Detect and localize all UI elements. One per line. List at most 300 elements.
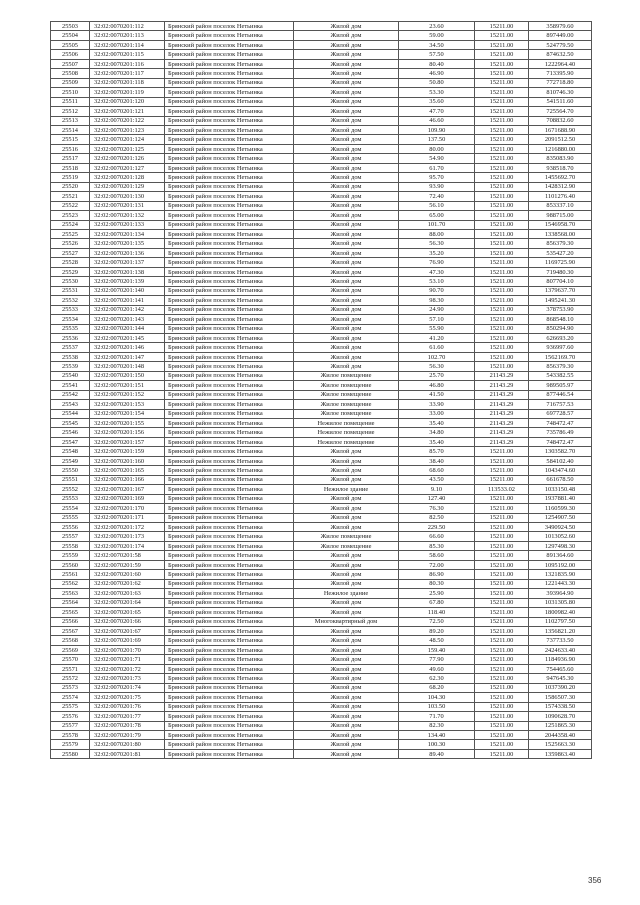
area-cell: 43.50 xyxy=(399,475,475,484)
cadastral-number-cell: 32:02:0070201:151 xyxy=(90,381,165,390)
table-row xyxy=(51,173,592,182)
cadastral-number-cell: 32:02:0070201:141 xyxy=(90,296,165,305)
row-number-cell: 25570 xyxy=(51,655,90,664)
specific-value-cell: 15211.00 xyxy=(475,456,529,465)
area-cell: 53.30 xyxy=(399,88,475,97)
address-cell: Брянский район поселок Нетьинка xyxy=(165,655,294,664)
object-type-cell: Жилой дом xyxy=(294,475,399,484)
cadastral-number-cell: 32:02:0070201:135 xyxy=(90,239,165,248)
cadastral-number-cell: 32:02:0070201:74 xyxy=(90,683,165,692)
object-type-cell: Жилой дом xyxy=(294,560,399,569)
table-row xyxy=(51,59,592,68)
object-type-cell: Жилой дом xyxy=(294,107,399,116)
cadastral-number-cell: 32:02:0070201:147 xyxy=(90,352,165,361)
specific-value-cell: 15211.00 xyxy=(475,50,529,59)
cadastral-value-cell: 754465.60 xyxy=(529,664,592,673)
table-row xyxy=(51,740,592,749)
specific-value-cell: 15211.00 xyxy=(475,324,529,333)
address-cell: Брянский район поселок Нетьинка xyxy=(165,721,294,730)
object-type-cell: Жилой дом xyxy=(294,343,399,352)
area-cell: 85.30 xyxy=(399,541,475,550)
object-type-cell: Жилой дом xyxy=(294,627,399,636)
object-type-cell: Жилое помещение xyxy=(294,371,399,380)
table-row xyxy=(51,220,592,229)
row-number-cell: 25514 xyxy=(51,125,90,134)
cadastral-number-cell: 32:02:0070201:157 xyxy=(90,437,165,446)
address-cell: Брянский район поселок Нетьинка xyxy=(165,40,294,49)
cadastral-value-cell: 1160599.30 xyxy=(529,504,592,513)
address-cell: Брянский район поселок Нетьинка xyxy=(165,466,294,475)
cadastral-value-cell: 3490924.50 xyxy=(529,523,592,532)
address-cell: Брянский район поселок Нетьинка xyxy=(165,173,294,182)
address-cell: Брянский район поселок Нетьинка xyxy=(165,560,294,569)
table-row xyxy=(51,645,592,654)
specific-value-cell: 15211.00 xyxy=(475,466,529,475)
table-row xyxy=(51,239,592,248)
area-cell: 134.40 xyxy=(399,730,475,739)
address-cell: Брянский район поселок Нетьинка xyxy=(165,674,294,683)
address-cell: Брянский район поселок Нетьинка xyxy=(165,485,294,494)
area-cell: 82.30 xyxy=(399,721,475,730)
area-cell: 23.60 xyxy=(399,22,475,31)
row-number-cell: 25562 xyxy=(51,579,90,588)
area-cell: 35.40 xyxy=(399,437,475,446)
area-cell: 46.60 xyxy=(399,116,475,125)
specific-value-cell: 15211.00 xyxy=(475,239,529,248)
row-number-cell: 25506 xyxy=(51,50,90,59)
specific-value-cell: 21143.29 xyxy=(475,400,529,409)
table-row xyxy=(51,504,592,513)
object-type-cell: Жилой дом xyxy=(294,598,399,607)
object-type-cell: Жилой дом xyxy=(294,22,399,31)
specific-value-cell: 15211.00 xyxy=(475,579,529,588)
object-type-cell: Жилой дом xyxy=(294,201,399,210)
object-type-cell: Жилой дом xyxy=(294,579,399,588)
cadastral-number-cell: 32:02:0070201:76 xyxy=(90,702,165,711)
cadastral-number-cell: 32:02:0070201:173 xyxy=(90,532,165,541)
cadastral-value-cell: 535427.20 xyxy=(529,248,592,257)
specific-value-cell: 15211.00 xyxy=(475,617,529,626)
row-number-cell: 25531 xyxy=(51,286,90,295)
address-cell: Брянский район поселок Нетьинка xyxy=(165,31,294,40)
row-number-cell: 25530 xyxy=(51,277,90,286)
cadastral-number-cell: 32:02:0070201:125 xyxy=(90,144,165,153)
cadastral-value-cell: 772718.80 xyxy=(529,78,592,87)
table-row xyxy=(51,135,592,144)
area-cell: 49.60 xyxy=(399,664,475,673)
object-type-cell: Жилой дом xyxy=(294,315,399,324)
cadastral-value-cell: 1937881.40 xyxy=(529,494,592,503)
row-number-cell: 25559 xyxy=(51,551,90,560)
address-cell: Брянский район поселок Нетьинка xyxy=(165,475,294,484)
row-number-cell: 25508 xyxy=(51,69,90,78)
row-number-cell: 25504 xyxy=(51,31,90,40)
row-number-cell: 25566 xyxy=(51,617,90,626)
cadastral-value-cell: 393964.90 xyxy=(529,589,592,598)
cadastral-number-cell: 32:02:0070201:172 xyxy=(90,523,165,532)
specific-value-cell: 15211.00 xyxy=(475,560,529,569)
area-cell: 46.80 xyxy=(399,381,475,390)
row-number-cell: 25511 xyxy=(51,97,90,106)
row-number-cell: 25533 xyxy=(51,305,90,314)
cadastral-value-cell: 1251865.30 xyxy=(529,721,592,730)
cadastral-number-cell: 32:02:0070201:117 xyxy=(90,69,165,78)
object-type-cell: Жилой дом xyxy=(294,50,399,59)
cadastral-value-cell: 1101276.40 xyxy=(529,192,592,201)
object-type-cell: Жилой дом xyxy=(294,211,399,220)
object-type-cell: Жилой дом xyxy=(294,69,399,78)
specific-value-cell: 15211.00 xyxy=(475,116,529,125)
row-number-cell: 25529 xyxy=(51,267,90,276)
specific-value-cell: 15211.00 xyxy=(475,352,529,361)
cadastral-number-cell: 32:02:0070201:121 xyxy=(90,107,165,116)
cadastral-value-cell: 853337.10 xyxy=(529,201,592,210)
cadastral-number-cell: 32:02:0070201:140 xyxy=(90,286,165,295)
cadastral-number-cell: 32:02:0070201:81 xyxy=(90,749,165,758)
table-row xyxy=(51,40,592,49)
row-number-cell: 25537 xyxy=(51,343,90,352)
area-cell: 90.70 xyxy=(399,286,475,295)
object-type-cell: Жилой дом xyxy=(294,258,399,267)
area-cell: 33.90 xyxy=(399,400,475,409)
row-number-cell: 25516 xyxy=(51,144,90,153)
row-number-cell: 25574 xyxy=(51,693,90,702)
row-number-cell: 25528 xyxy=(51,258,90,267)
area-cell: 72.00 xyxy=(399,560,475,569)
cadastral-number-cell: 32:02:0070201:174 xyxy=(90,541,165,550)
area-cell: 101.70 xyxy=(399,220,475,229)
table-row xyxy=(51,125,592,134)
area-cell: 103.50 xyxy=(399,702,475,711)
row-number-cell: 25541 xyxy=(51,381,90,390)
specific-value-cell: 15211.00 xyxy=(475,135,529,144)
table-row xyxy=(51,712,592,721)
cadastral-number-cell: 32:02:0070201:60 xyxy=(90,570,165,579)
table-row xyxy=(51,305,592,314)
table-row xyxy=(51,447,592,456)
row-number-cell: 25555 xyxy=(51,513,90,522)
row-number-cell: 25565 xyxy=(51,608,90,617)
specific-value-cell: 21143.29 xyxy=(475,409,529,418)
address-cell: Брянский район поселок Нетьинка xyxy=(165,182,294,191)
cadastral-number-cell: 32:02:0070201:136 xyxy=(90,248,165,257)
address-cell: Брянский район поселок Нетьинка xyxy=(165,551,294,560)
cadastral-value-cell: 947645.30 xyxy=(529,674,592,683)
address-cell: Брянский район поселок Нетьинка xyxy=(165,532,294,541)
cadastral-number-cell: 32:02:0070201:77 xyxy=(90,712,165,721)
specific-value-cell: 15211.00 xyxy=(475,31,529,40)
cadastral-number-cell: 32:02:0070201:59 xyxy=(90,560,165,569)
cadastral-value-cell: 2424633.40 xyxy=(529,645,592,654)
table-row xyxy=(51,296,592,305)
row-number-cell: 25519 xyxy=(51,173,90,182)
area-cell: 57.10 xyxy=(399,315,475,324)
cadastral-value-cell: 1037390.20 xyxy=(529,683,592,692)
specific-value-cell: 15211.00 xyxy=(475,173,529,182)
address-cell: Брянский район поселок Нетьинка xyxy=(165,107,294,116)
cadastral-value-cell: 807704.10 xyxy=(529,277,592,286)
object-type-cell: Жилой дом xyxy=(294,97,399,106)
cadastral-number-cell: 32:02:0070201:70 xyxy=(90,645,165,654)
row-number-cell: 25540 xyxy=(51,371,90,380)
object-type-cell: Жилой дом xyxy=(294,239,399,248)
table-row xyxy=(51,97,592,106)
cadastral-number-cell: 32:02:0070201:152 xyxy=(90,390,165,399)
object-type-cell: Жилой дом xyxy=(294,362,399,371)
cadastral-value-cell: 1495241.30 xyxy=(529,296,592,305)
object-type-cell: Жилой дом xyxy=(294,608,399,617)
cadastral-value-cell: 1356821.20 xyxy=(529,627,592,636)
row-number-cell: 25509 xyxy=(51,78,90,87)
area-cell: 77.90 xyxy=(399,655,475,664)
cadastral-value-cell: 1184936.90 xyxy=(529,655,592,664)
address-cell: Брянский район поселок Нетьинка xyxy=(165,163,294,172)
address-cell: Брянский район поселок Нетьинка xyxy=(165,494,294,503)
cadastral-number-cell: 32:02:0070201:167 xyxy=(90,485,165,494)
table-row xyxy=(51,541,592,550)
table-row xyxy=(51,617,592,626)
area-cell: 25.70 xyxy=(399,371,475,380)
object-type-cell: Нежилое помещение xyxy=(294,428,399,437)
object-type-cell: Жилой дом xyxy=(294,683,399,692)
area-cell: 48.50 xyxy=(399,636,475,645)
specific-value-cell: 15211.00 xyxy=(475,570,529,579)
row-number-cell: 25567 xyxy=(51,627,90,636)
cadastral-number-cell: 32:02:0070201:171 xyxy=(90,513,165,522)
cadastral-value-cell: 1297498.30 xyxy=(529,541,592,550)
specific-value-cell: 15211.00 xyxy=(475,125,529,134)
area-cell: 88.00 xyxy=(399,229,475,238)
address-cell: Брянский район поселок Нетьинка xyxy=(165,125,294,134)
specific-value-cell: 15211.00 xyxy=(475,220,529,229)
row-number-cell: 25539 xyxy=(51,362,90,371)
specific-value-cell: 15211.00 xyxy=(475,702,529,711)
area-cell: 56.10 xyxy=(399,201,475,210)
specific-value-cell: 21143.29 xyxy=(475,381,529,390)
object-type-cell: Жилой дом xyxy=(294,352,399,361)
table-row xyxy=(51,627,592,636)
object-type-cell: Жилой дом xyxy=(294,749,399,758)
specific-value-cell: 15211.00 xyxy=(475,211,529,220)
cadastral-value-cell: 891364.60 xyxy=(529,551,592,560)
object-type-cell: Нежилое здание xyxy=(294,589,399,598)
object-type-cell: Жилое помещение xyxy=(294,400,399,409)
row-number-cell: 25543 xyxy=(51,400,90,409)
table-row xyxy=(51,381,592,390)
address-cell: Брянский район поселок Нетьинка xyxy=(165,730,294,739)
cadastral-value-cell: 835083.90 xyxy=(529,154,592,163)
object-type-cell: Жилой дом xyxy=(294,277,399,286)
area-cell: 127.40 xyxy=(399,494,475,503)
area-cell: 56.30 xyxy=(399,362,475,371)
object-type-cell: Многоквартирный дом xyxy=(294,617,399,626)
row-number-cell: 25532 xyxy=(51,296,90,305)
table-row xyxy=(51,532,592,541)
address-cell: Брянский район поселок Нетьинка xyxy=(165,248,294,257)
area-cell: 85.70 xyxy=(399,447,475,456)
address-cell: Брянский район поселок Нетьинка xyxy=(165,324,294,333)
specific-value-cell: 15211.00 xyxy=(475,229,529,238)
address-cell: Брянский район поселок Нетьинка xyxy=(165,315,294,324)
area-cell: 65.00 xyxy=(399,211,475,220)
area-cell: 66.60 xyxy=(399,532,475,541)
specific-value-cell: 15211.00 xyxy=(475,721,529,730)
area-cell: 89.20 xyxy=(399,627,475,636)
address-cell: Брянский район поселок Нетьинка xyxy=(165,589,294,598)
cadastral-value-cell: 716757.53 xyxy=(529,400,592,409)
address-cell: Брянский район поселок Нетьинка xyxy=(165,116,294,125)
cadastral-value-cell: 1169725.90 xyxy=(529,258,592,267)
table-row xyxy=(51,277,592,286)
cadastral-number-cell: 32:02:0070201:63 xyxy=(90,589,165,598)
row-number-cell: 25563 xyxy=(51,589,90,598)
specific-value-cell: 15211.00 xyxy=(475,296,529,305)
table-row xyxy=(51,674,592,683)
address-cell: Брянский район поселок Нетьинка xyxy=(165,286,294,295)
address-cell: Брянский район поселок Нетьинка xyxy=(165,97,294,106)
specific-value-cell: 15211.00 xyxy=(475,40,529,49)
row-number-cell: 25538 xyxy=(51,352,90,361)
specific-value-cell: 15211.00 xyxy=(475,589,529,598)
row-number-cell: 25553 xyxy=(51,494,90,503)
specific-value-cell: 15211.00 xyxy=(475,447,529,456)
table-row xyxy=(51,636,592,645)
cadastral-value-cell: 1359863.40 xyxy=(529,749,592,758)
object-type-cell: Нежилое помещение xyxy=(294,437,399,446)
row-number-cell: 25546 xyxy=(51,428,90,437)
address-cell: Брянский район поселок Нетьинка xyxy=(165,211,294,220)
object-type-cell: Жилой дом xyxy=(294,664,399,673)
cadastral-number-cell: 32:02:0070201:115 xyxy=(90,50,165,59)
specific-value-cell: 15211.00 xyxy=(475,78,529,87)
table-row xyxy=(51,154,592,163)
object-type-cell: Жилой дом xyxy=(294,333,399,342)
table-row xyxy=(51,485,592,494)
specific-value-cell: 15211.00 xyxy=(475,343,529,352)
cadastral-value-cell: 543382.55 xyxy=(529,371,592,380)
specific-value-cell: 15211.00 xyxy=(475,192,529,201)
row-number-cell: 25547 xyxy=(51,437,90,446)
specific-value-cell: 15211.00 xyxy=(475,712,529,721)
table-row xyxy=(51,78,592,87)
cadastral-value-cell: 713395.90 xyxy=(529,69,592,78)
object-type-cell: Жилой дом xyxy=(294,513,399,522)
specific-value-cell: 15211.00 xyxy=(475,144,529,153)
table-row xyxy=(51,560,592,569)
cadastral-value-cell: 856379.30 xyxy=(529,362,592,371)
address-cell: Брянский район поселок Нетьинка xyxy=(165,135,294,144)
area-cell: 62.30 xyxy=(399,674,475,683)
object-type-cell: Жилой дом xyxy=(294,494,399,503)
specific-value-cell: 15211.00 xyxy=(475,59,529,68)
table-row xyxy=(51,343,592,352)
object-type-cell: Жилое помещение xyxy=(294,390,399,399)
cadastral-number-cell: 32:02:0070201:165 xyxy=(90,466,165,475)
specific-value-cell: 21143.29 xyxy=(475,371,529,380)
cadastral-number-cell: 32:02:0070201:126 xyxy=(90,154,165,163)
cadastral-value-cell: 877446.54 xyxy=(529,390,592,399)
area-cell: 33.00 xyxy=(399,409,475,418)
row-number-cell: 25551 xyxy=(51,475,90,484)
table-row xyxy=(51,324,592,333)
specific-value-cell: 15211.00 xyxy=(475,645,529,654)
cadastral-number-cell: 32:02:0070201:128 xyxy=(90,173,165,182)
object-type-cell: Нежилое здание xyxy=(294,485,399,494)
address-cell: Брянский район поселок Нетьинка xyxy=(165,513,294,522)
area-cell: 47.30 xyxy=(399,267,475,276)
object-type-cell: Жилой дом xyxy=(294,721,399,730)
specific-value-cell: 15211.00 xyxy=(475,258,529,267)
cadastral-value-cell: 989505.97 xyxy=(529,381,592,390)
specific-value-cell: 15211.00 xyxy=(475,305,529,314)
cadastral-value-cell: 1800982.40 xyxy=(529,608,592,617)
row-number-cell: 25513 xyxy=(51,116,90,125)
area-cell: 68.20 xyxy=(399,683,475,692)
cadastral-number-cell: 32:02:0070201:71 xyxy=(90,655,165,664)
cadastral-value-cell: 358979.60 xyxy=(529,22,592,31)
area-cell: 54.90 xyxy=(399,154,475,163)
cadastral-value-cell: 988715.00 xyxy=(529,211,592,220)
specific-value-cell: 21143.29 xyxy=(475,390,529,399)
cadastral-number-cell: 32:02:0070201:148 xyxy=(90,362,165,371)
specific-value-cell: 15211.00 xyxy=(475,69,529,78)
cadastral-value-cell: 1031305.80 xyxy=(529,598,592,607)
address-cell: Брянский район поселок Нетьинка xyxy=(165,419,294,428)
cadastral-number-cell: 32:02:0070201:134 xyxy=(90,229,165,238)
address-cell: Брянский район поселок Нетьинка xyxy=(165,220,294,229)
address-cell: Брянский район поселок Нетьинка xyxy=(165,428,294,437)
table-row xyxy=(51,570,592,579)
table-row xyxy=(51,50,592,59)
address-cell: Брянский район поселок Нетьинка xyxy=(165,541,294,550)
specific-value-cell: 15211.00 xyxy=(475,627,529,636)
specific-value-cell: 15211.00 xyxy=(475,551,529,560)
table-row xyxy=(51,589,592,598)
address-cell: Брянский район поселок Нетьинка xyxy=(165,617,294,626)
row-number-cell: 25577 xyxy=(51,721,90,730)
area-cell: 34.50 xyxy=(399,40,475,49)
object-type-cell: Жилой дом xyxy=(294,192,399,201)
row-number-cell: 25505 xyxy=(51,40,90,49)
cadastral-number-cell: 32:02:0070201:159 xyxy=(90,447,165,456)
specific-value-cell: 15211.00 xyxy=(475,523,529,532)
table-row xyxy=(51,579,592,588)
address-cell: Брянский район поселок Нетьинка xyxy=(165,598,294,607)
specific-value-cell: 15211.00 xyxy=(475,163,529,172)
address-cell: Брянский район поселок Нетьинка xyxy=(165,437,294,446)
cadastral-number-cell: 32:02:0070201:79 xyxy=(90,730,165,739)
cadastral-value-cell: 2044358.40 xyxy=(529,730,592,739)
table-row xyxy=(51,400,592,409)
cadastral-value-cell: 1033150.48 xyxy=(529,485,592,494)
address-cell: Брянский район поселок Нетьинка xyxy=(165,192,294,201)
table-row xyxy=(51,248,592,257)
object-type-cell: Жилой дом xyxy=(294,447,399,456)
area-cell: 89.40 xyxy=(399,749,475,758)
object-type-cell: Жилое помещение xyxy=(294,541,399,550)
address-cell: Брянский район поселок Нетьинка xyxy=(165,239,294,248)
row-number-cell: 25524 xyxy=(51,220,90,229)
row-number-cell: 25576 xyxy=(51,712,90,721)
data-table xyxy=(50,21,592,759)
cadastral-number-cell: 32:02:0070201:123 xyxy=(90,125,165,134)
cadastral-value-cell: 725564.70 xyxy=(529,107,592,116)
cadastral-value-cell: 524779.50 xyxy=(529,40,592,49)
address-cell: Брянский район поселок Нетьинка xyxy=(165,504,294,513)
address-cell: Брянский район поселок Нетьинка xyxy=(165,456,294,465)
cadastral-number-cell: 32:02:0070201:153 xyxy=(90,400,165,409)
area-cell: 47.70 xyxy=(399,107,475,116)
